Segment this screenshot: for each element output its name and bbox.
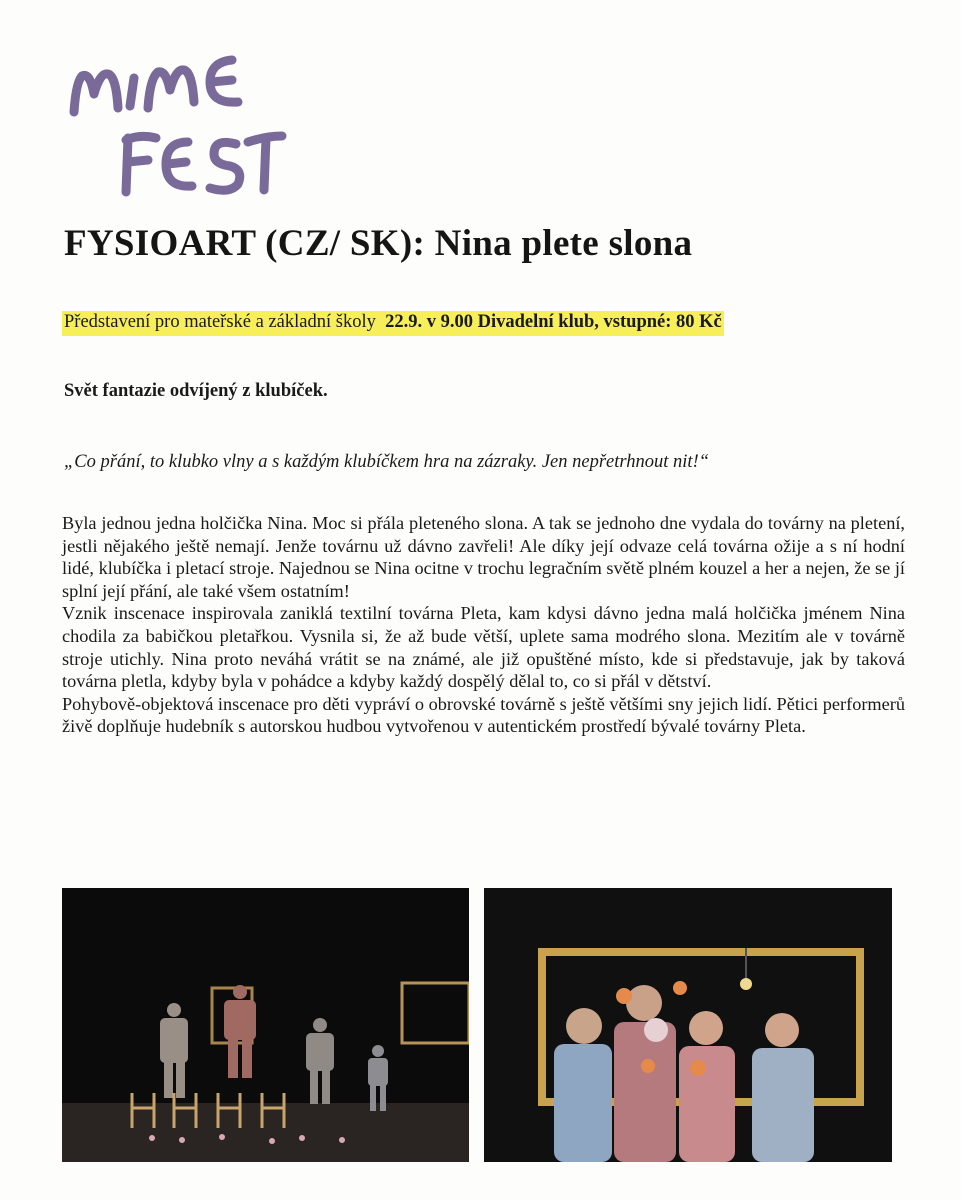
info-audience: Představení pro mateřské a základní školy [64, 312, 376, 332]
paragraph: Byla jednou jedna holčička Nina. Moc si přála pleteného slona. A tak se jednoho dne vydala do továrny na pletení, jestli nějakého ještě nemají. Jenže továrnu už dávno zavřeli! Ale díky její odvaze celá továrna ožije a s ní hodní lidé, klubíčka i pletací stroje. Najednou se Nina ocitne v trochu legračním světě plném kouzel a her a nejen, že se jí splní její přání, ale také všem ostatním! [62, 513, 905, 601]
info-date-time: 22.9. v 9.00 [385, 312, 473, 332]
paragraph: Vznik inscenace inspirovala zaniklá textilní továrna Pleta, kam kdysi dávno jedna malá holčička jménem Nina chodila za babičkou pletařkou. Vysnila si, že až bude větší, uplete sama modrého slona. Mezitím ale v továrně stroje utichly. Nina proto neváhá vrátit se na známé, ale již opuštěné místo, kde si představuje, jak by taková továrna pletla, kdyby byla v pohádce a kdyby každý dospělý dělal to, co si přál v dětství. [62, 603, 905, 692]
info-venue-price: Divadelní klub, vstupné: 80 Kč [477, 312, 722, 332]
subheading: Svět fantazie odvíjený z klubíček. [64, 381, 328, 401]
performance-info [62, 311, 724, 336]
quote: „Co přání, to klubko vlny a s každým klubíčkem hra na zázraky. Jen nepřetrhnout nit!“ [64, 452, 710, 472]
mimefest-logo [60, 42, 295, 202]
page-title: FYSIOART (CZ/ SK): Nina plete slona [64, 223, 693, 264]
stage-photo-chairs [62, 888, 469, 1162]
stage-photo-frame [484, 888, 892, 1162]
paragraph: Pohybově-objektová inscenace pro děti vypráví o obrovské továrně s ještě většími sny jejich lidí. Pětici performerů živě doplňuje hudebník s autorskou hudbou vytvořenou v autentickém prostředí bývalé továrny Pleta. [62, 693, 905, 737]
logo-text: MIME [60, 42, 63, 43]
article-body [62, 512, 905, 738]
